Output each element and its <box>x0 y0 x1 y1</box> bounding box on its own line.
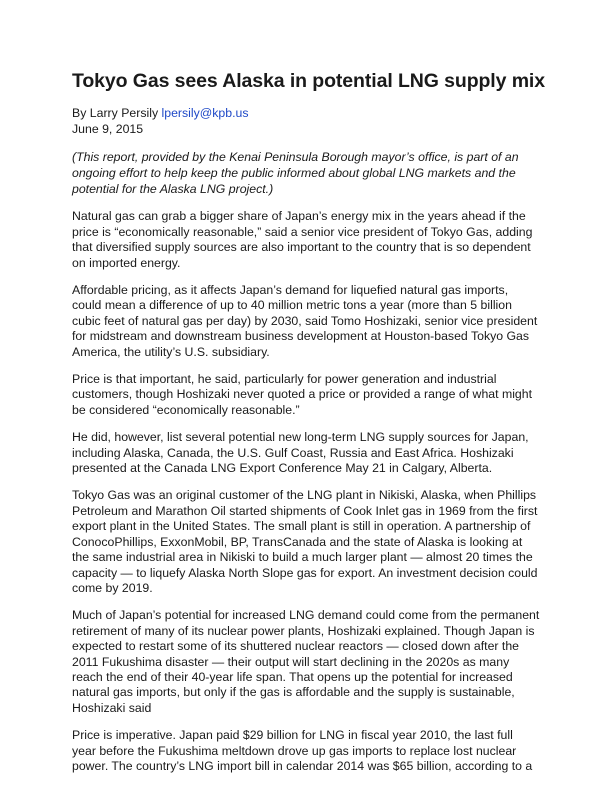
paragraph-1: Natural gas can grab a bigger share of Japan’s energy mix in the years ahead if the price is “economically reasonable,” said a senior vice president of Tokyo Gas, adding that diversified supply sources are also important to the country that is so dependent on imported energy. <box>72 209 533 270</box>
paragraph-5: Tokyo Gas was an original customer of the LNG plant in Nikiski, Alaska, when Phillips Petroleum and Marathon Oil started shipments of Cook Inlet gas in 1969 from the first export plant in the United States. The small plant is still in operation. A partnership of ConocoPhillips, ExxonMobil, BP, TransCanada and the state of Alaska is looking at the same industrial area in Nikiski to build a much larger plant — almost 20 times the capacity — to liquefy Alaska North Slope gas for export. An investment decision could come by 2019. <box>72 488 538 595</box>
byline-author: By Larry Persily <box>72 106 162 121</box>
paragraph-2: Affordable pricing, as it affects Japan’s demand for liquefied natural gas imports, could mean a difference of up to 40 million metric tons a year (more than 5 billion cubic feet of natural gas per day) by 2030, said Tomo Hoshizaki, senior vice president for midstream and downstream business development at Houston-based Tokyo Gas America, the utility’s U.S. subsidiary. <box>72 283 538 359</box>
author-email-link[interactable]: lpersily@kpb.us <box>161 106 249 121</box>
article-date: June 9, 2015 <box>72 122 144 137</box>
byline <box>72 105 540 121</box>
paragraph-7: Price is imperative. Japan paid $29 billion for LNG in fiscal year 2010, the last full year before the Fukushima meltdown drove up gas imports to replace lost nuclear power. The country’s LNG import bill in calendar 2014 was $65 billion, according to a <box>72 728 533 773</box>
article-title: Tokyo Gas sees Alaska in potential LNG supply mix <box>72 70 545 92</box>
paragraph-4: He did, however, list several potential new long-term LNG supply sources for Japan, including Alaska, Canada, the U.S. Gulf Coast, Russia and East Africa. Hoshizaki presented at the Canada LNG Export Conference May 21 in Calgary, Alberta. <box>72 430 529 476</box>
intro-note: (This report, provided by the Kenai Peninsula Borough mayor’s office, is part of an ongoing effort to help keep the public informed about global LNG markets and the potential for the Alaska LNG project.) <box>72 150 519 197</box>
paragraph-3: Price is that important, he said, particularly for power generation and industrial customers, though Hoshizaki never quoted a price or provided a range of what might be considered “economically reasonable.” <box>72 372 533 417</box>
paragraph-6: Much of Japan’s potential for increased LNG demand could come from the permanent retirement of many of its nuclear power plants, Hoshizaki explained. Though Japan is expected to restart some of its shuttered nuclear reactors — closed down after the 2011 Fukushima disaster — their output will start declining in the 2020s as many reach the end of their 40-year life span. That opens up the potential for increased natural gas imports, but only if the gas is affordable and the supply is sustainable, Hoshizaki said <box>72 608 540 715</box>
